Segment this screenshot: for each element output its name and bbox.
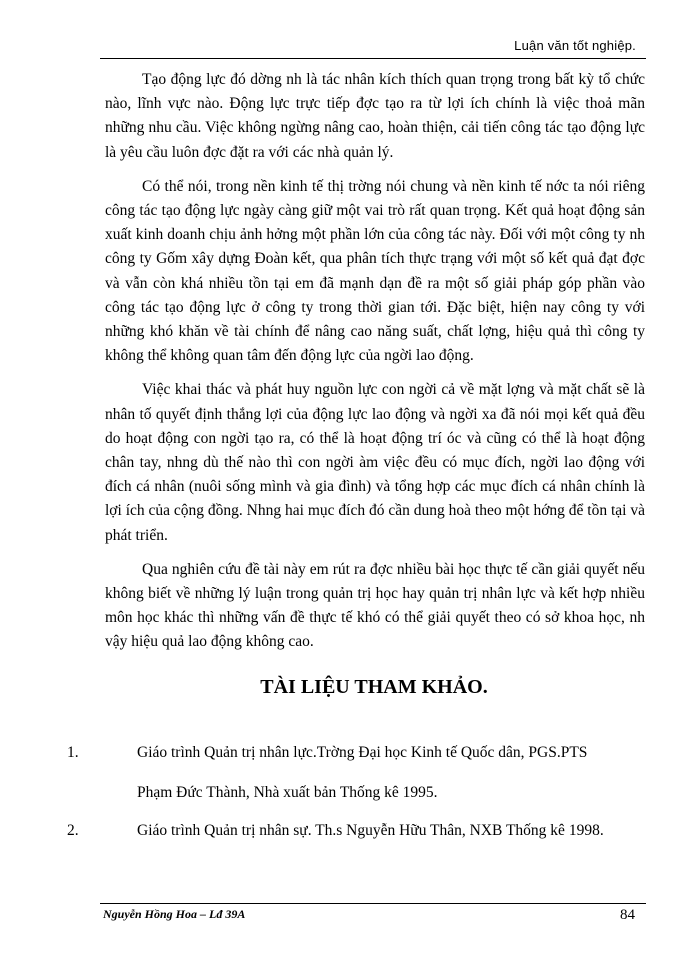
- footer-author: Nguyễn Hồng Hoa – Lđ 39A: [103, 907, 246, 921]
- reference-number: 1.: [67, 744, 79, 761]
- running-header: Luận văn tốt nghiệp.: [514, 38, 636, 53]
- header-divider: [100, 58, 646, 59]
- body-text: [105, 68, 645, 665]
- paragraph: Có thể nói, trong nền kinh tế thị trờng nói chung và nền kinh tế nớc ta nói riêng công tác tạo động lực ngày càng giữ một vai trò rất quan trọng. Kết quả hoạt động sản xuất kinh doanh chịu ảnh hởng một phần lớn của công tác này. Đối với một công ty nh công ty Gốm xây dựng Đoàn kết, qua phân tích thực trạng với một số kết quả đạt đợc và vẫn còn khá nhiều tồn tại em đã mạnh dạn đề ra một số giải pháp góp phần vào công tác tạo động lực ở công ty trong thời gian tới. Đặc biệt, hiện nay công ty với những khó khăn về tài chính để nâng cao năng suất, chất lợng, hiệu quả thì công ty không thể không quan tâm đến động lực của ngời lao động.: [105, 177, 645, 365]
- reference-text-continued: Phạm Đức Thành, Nhà xuất bản Thống kê 1995.: [137, 784, 438, 801]
- references-title: TÀI LIỆU THAM KHẢO.: [260, 676, 488, 698]
- paragraph: Tạo động lực đó dờng nh là tác nhân kích thích quan trọng trong bất kỳ tổ chức nào, lĩnh vực nào. Động lực trực tiếp đợc tạo ra từ lợi ích chính là việc thoả mãn những nhu cầu. Việc không ngừng nâng cao, hoàn thiện, cải tiến công tác tạo động lực là yêu cầu luôn đợc đặt ra với các nhà quản lý.: [105, 71, 645, 161]
- reference-number: 2.: [67, 822, 79, 839]
- paragraph: Qua nghiên cứu đề tài này em rút ra đợc nhiều bài học thực tế cần giải quyết nếu không biết về những lý luận trong quản trị học hay quản trị nhân lực và kết hợp nhiều môn học khác thì những vấn đề thực tế khó có thể giải quyết theo có sở khoa học, nh vậy hiệu quả lao động không cao.: [105, 560, 645, 651]
- paragraph: Việc khai thác và phát huy nguồn lực con ngời cả về mặt lợng và mặt chất sẽ là nhân tố quyết định thắng lợi của động lực lao động và ngời xa đã nói mọi kết quả đều do hoạt động con ngời tạo ra, có thể là hoạt động trí óc và cũng có thể là hoạt động chân tay, nhng dù thế nào thì con ngời àm việc đều có mục đích, ngời lao động với đích cá nhân (nuôi sống mình và gia đình) và tổng hợp các mục đích cá nhân chính là lợi ích của cộng đồng. Nhng hai mục đích đó cần dung hoà theo một hớng để tồn tại và phát triển.: [105, 381, 645, 544]
- reference-text: Giáo trình Quản trị nhân sự. Th.s Nguyễn Hữu Thân, NXB Thống kê 1998.: [137, 822, 604, 839]
- footer-divider: [100, 903, 646, 904]
- reference-text: Giáo trình Quản trị nhân lực.Trờng Đại học Kinh tế Quốc dân, PGS.PTS: [137, 744, 588, 761]
- page-number: 84: [620, 907, 635, 923]
